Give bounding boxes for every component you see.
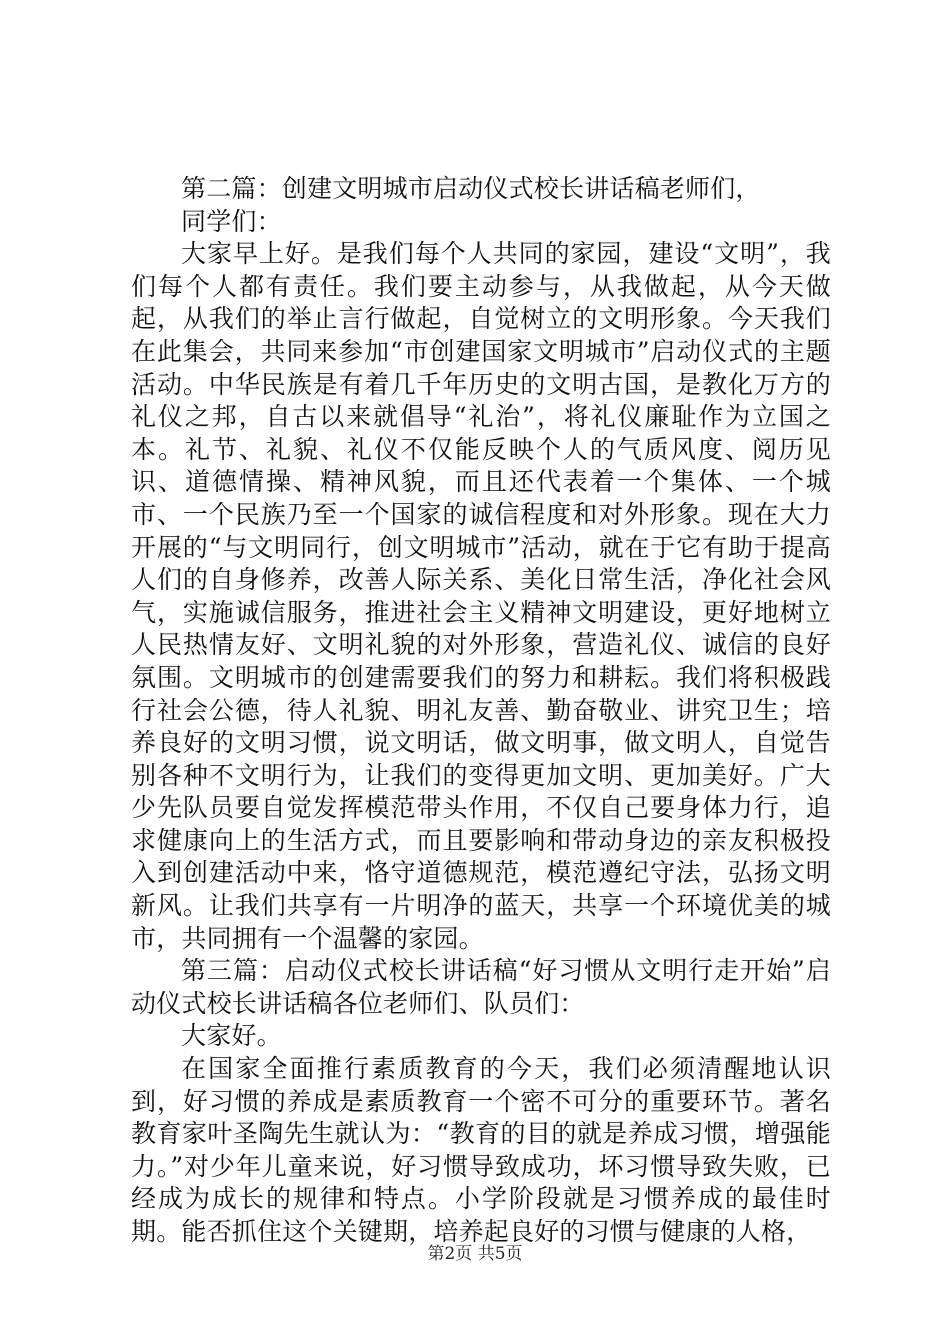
section-heading-2: 第二篇：创建文明城市启动仪式校长讲话稿老师们， bbox=[181, 174, 761, 203]
greeting-line: 同学们： bbox=[181, 206, 282, 236]
section-heading-3: 第三篇：启动仪式校长讲话稿“好习惯从文明行走开始”启动仪式校长讲话稿各位老师们、队员们： bbox=[131, 956, 831, 1018]
document-body bbox=[131, 173, 831, 1249]
speech-paragraph-1: 大家早上好。是我们每个人共同的家园，建设“文明”，我们每个人都有责任。我们要主动参与，从我做起，从今天做起，从我们的举止言行做起，自觉树立的文明形象。今天我们在此集会，共同来参加“市创建国家文明城市”启动仪式的主题活动。中华民族是有着几千年历史的文明古国，是教化万方的礼仪之邦，自古以来就倡导“礼治”，将礼仪廉耻作为立国之本。礼节、礼貌、礼仪不仅能反映个人的气质风度、阅历见识、道德情操、精神风貌，而且还代表着一个集体、一个城市、一个民族乃至一个国家的诚信程度和对外形象。现在大力开展的“与文明同行，创文明城市”活动，就在于它有助于提高人们的自身修养，改善人际关系、美化日常生活，净化社会风气，实施诚信服务，推进社会主义精神文明建设，更好地树立人民热情友好、文明礼貌的对外形象，营造礼仪、诚信的良好氛围。文明城市的创建需要我们的努力和耕耘。我们将积极践行社会公德，待人礼貌、明礼友善、勤奋敬业、讲究卫生；培养良好的文明习惯，说文明话，做文明事，做文明人，自觉告别各种不文明行为，让我们的变得更加文明、更加美好。广大少先队员要自觉发挥模范带头作用，不仅自己要身体力行，追求健康向上的生活方式，而且要影响和带动身边的亲友积极投入到创建活动中来，恪守道德规范，模范遵纪守法，弘扬文明新风。让我们共享有一片明净的蓝天，共享一个环境优美的城市，共同拥有一个温馨的家园。 bbox=[131, 239, 831, 953]
greeting-line-2: 大家好。 bbox=[181, 1021, 282, 1051]
page-footer: 第2页 共5页 bbox=[427, 1244, 523, 1264]
speech-paragraph-2: 在国家全面推行素质教育的今天，我们必须清醒地认识到，好习惯的养成是素质教育一个密不可分的重要环节。著名教育家叶圣陶先生就认为：“教育的目的就是养成习惯，增强能力。”对少年儿童来说，好习惯导致成功，坏习惯导致失败，已经成为成长的规律和特点。小学阶段就是习惯养成的最佳时期。能否抓住这个关键期，培养起良好的习惯与健康的人格， bbox=[131, 1054, 831, 1246]
